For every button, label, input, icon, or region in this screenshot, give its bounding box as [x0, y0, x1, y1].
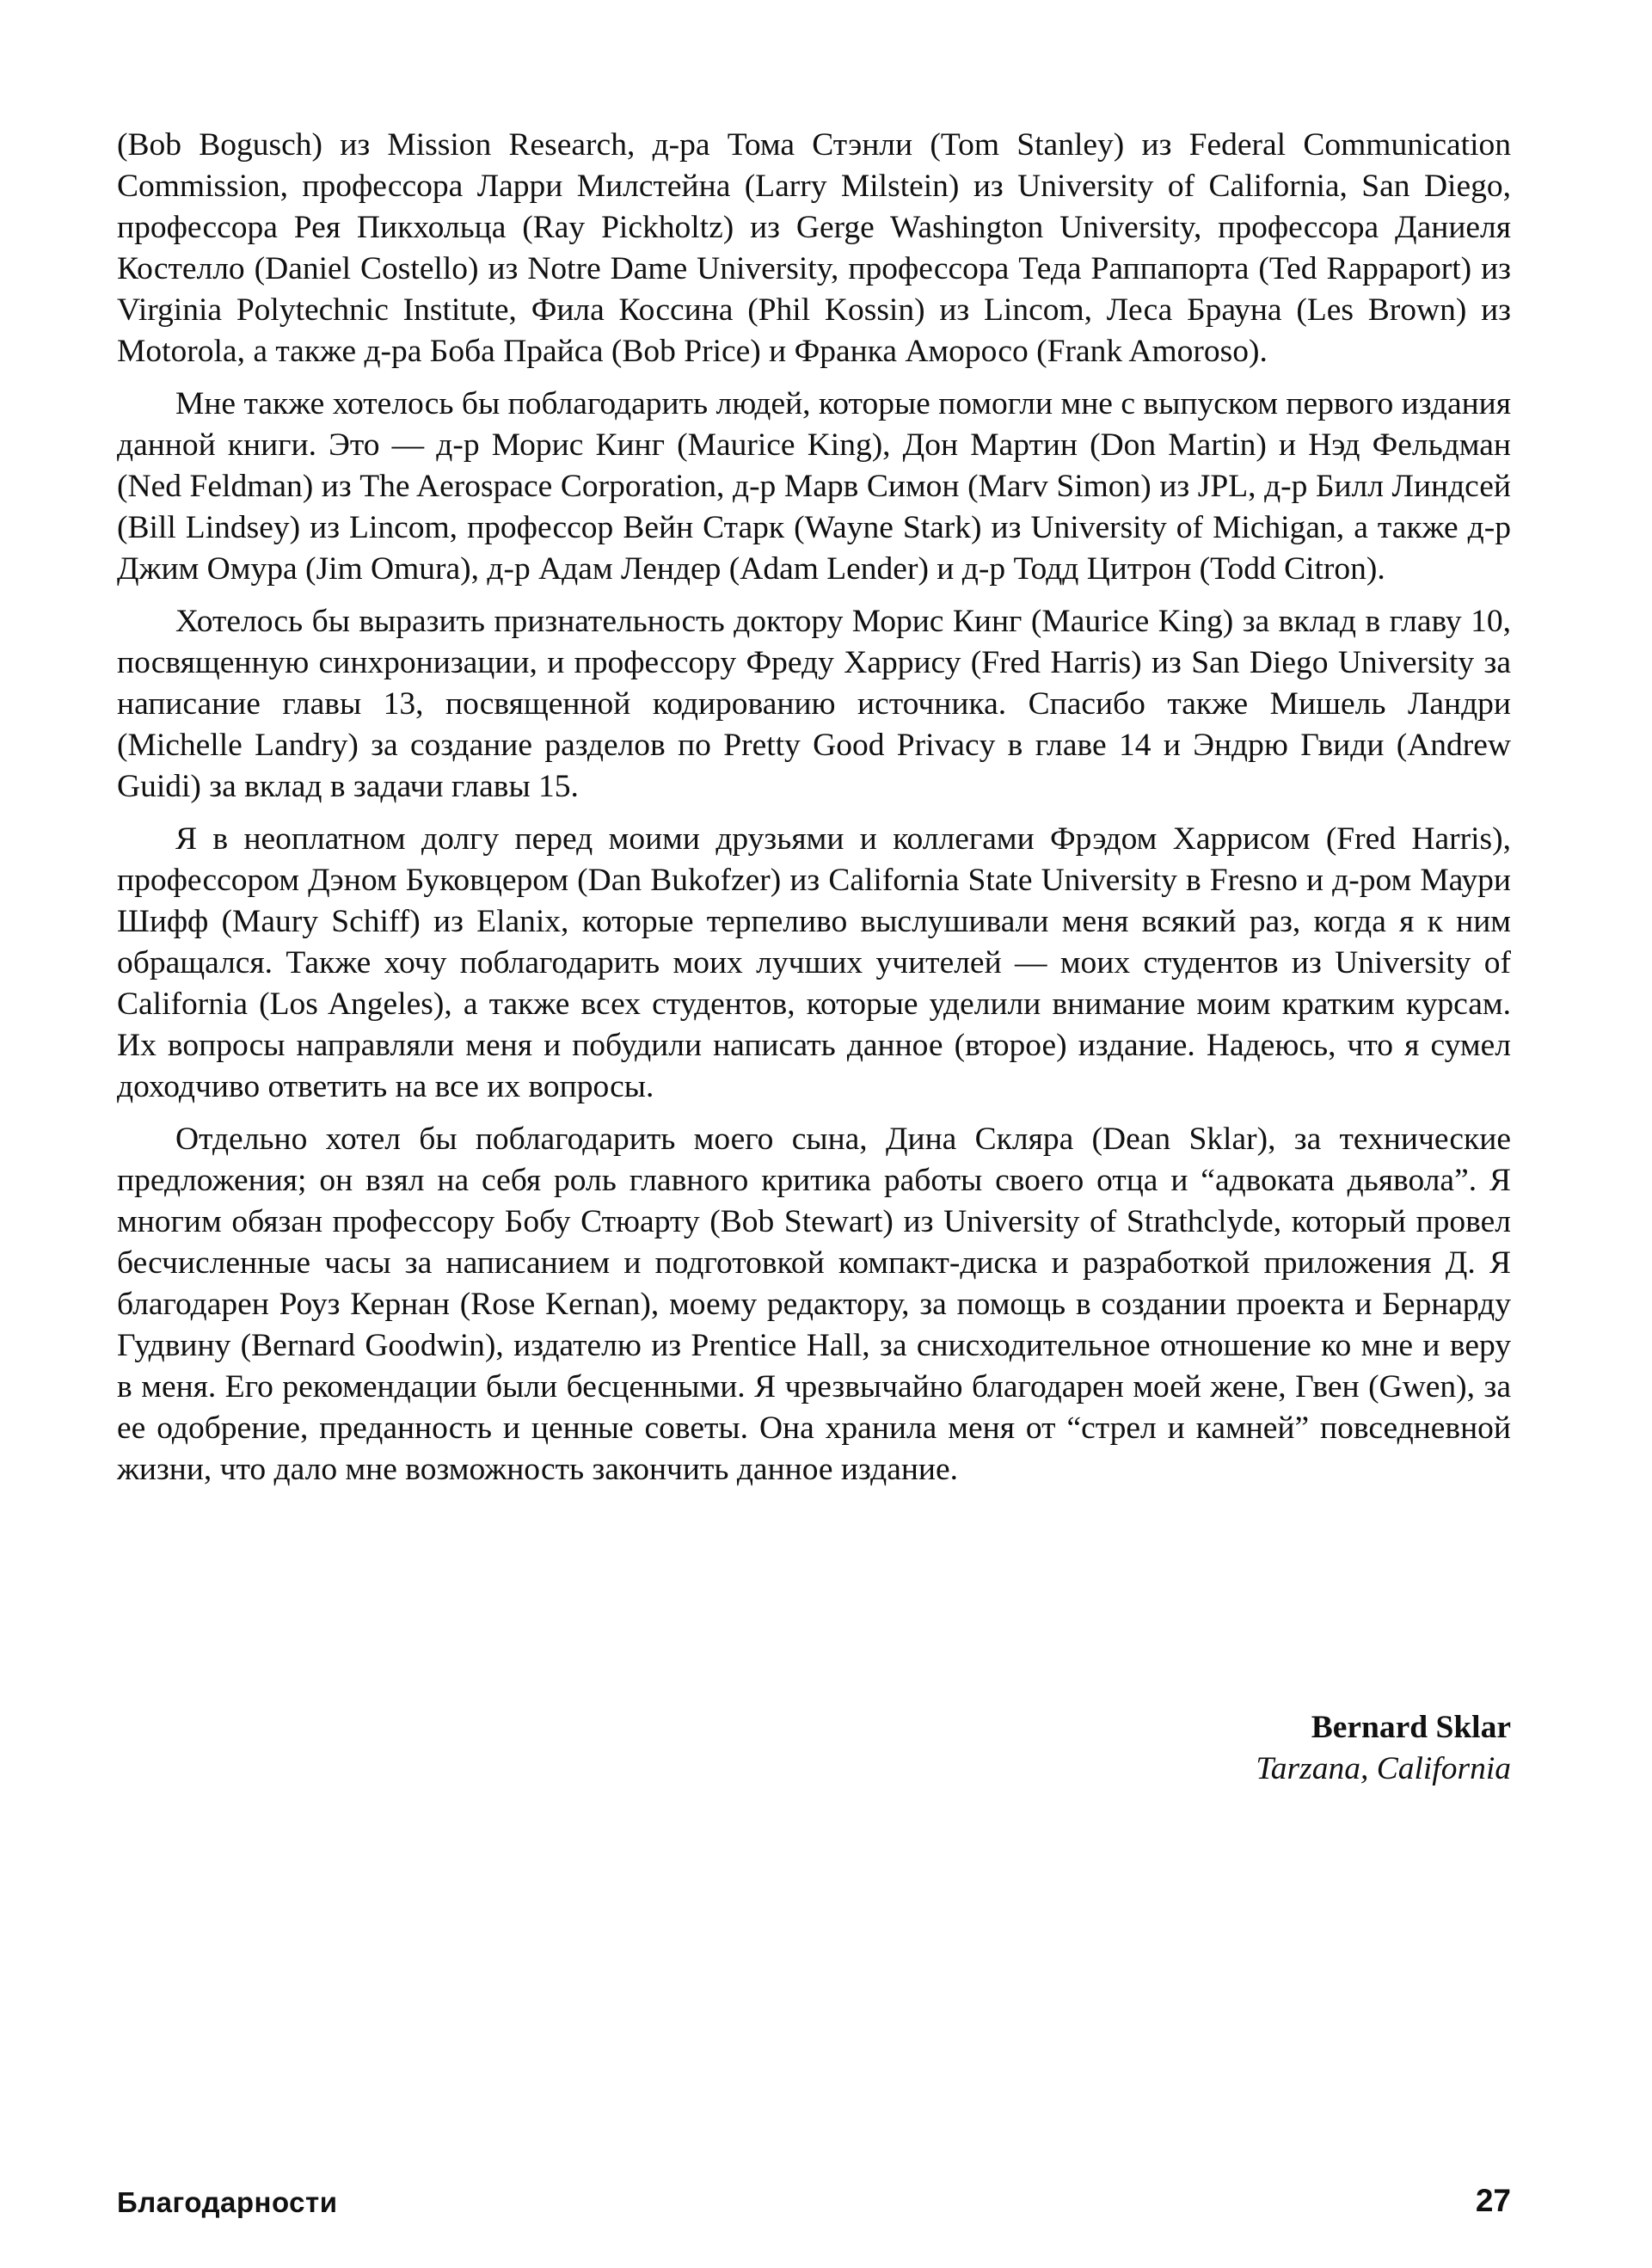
body-text: [117, 125, 1511, 1502]
paragraph: Я в неоплатном долгу перед моими друзьями и коллегами Фрэдом Харрисом (Fred Harris), профессором Дэном Буковцером (Dan Bukofzer) из California State University в Fresno и д-ром Маури Шифф (Maury Schiff) из Elanix, которые терпеливо выслушивали меня всякий раз, когда я к ним обращался. Также хочу поблагодарить моих лучших учителей — моих студентов из University of California (Los Angeles), а также всех студентов, которые уделили внимание моим кратким курсам. Их вопросы направляли меня и побудили написать данное (второе) издание. Надеюсь, что я сумел доходчиво ответить на все их вопросы.: [117, 821, 1511, 1104]
page-number: 27: [1475, 2183, 1511, 2218]
paragraph: Мне также хотелось бы поблагодарить людей, которые помогли мне с выпуском первого издания данной книги. Это — д-р Морис Кинг (Maurice King), Дон Мартин (Don Martin) и Нэд Фельдман (Ned Feldman) из The Aerospace Corporation, д-р Марв Симон (Marv Simon) из JPL, д-р Билл Линдсей (Bill Lindsey) из Lincom, профессор Вейн Старк (Wayne Stark) из University of Michigan, а также д-р Джим Омура (Jim Omura), д-р Адам Лендер (Adam Lender) и д-р Тодд Цитрон (Todd Citron).: [117, 386, 1511, 587]
paragraph: (Bob Bogusch) из Mission Research, д-ра Тома Стэнли (Tom Stanley) из Federal Communication Commission, профессора Ларри Милстейна (Larry Milstein) из University of California, San Diego, профессора Рея Пикхольца (Ray Pickholtz) из Gerge Washington University, профессора Даниеля Костелло (Daniel Costello) из Notre Dame University, профессора Теда Раппапорта (Ted Rappaport) из Virginia Polytechnic Institute, Фила Коссина (Phil Kossin) из Lincom, Леса Брауна (Les Brown) из Motorola, а также д-ра Боба Прайса (Bob Price) и Франка Аморосо (Frank Amoroso).: [117, 127, 1511, 369]
author-name: Bernard Sklar: [1311, 1710, 1511, 1745]
paragraph: Отдельно хотел бы поблагодарить моего сына, Дина Скляра (Dean Sklar), за технические предложения; он взял на себя роль главного критика работы своего отца и “адвоката дьявола”. Я многим обязан профессору Бобу Стюарту (Bob Stewart) из University of Strathclyde, который провел бесчисленные часы за написанием и подготовкой компакт-диска и разработкой приложения Д. Я благодарен Роуз Кернан (Rose Kernan), моему редактору, за помощь в создании проекта и Бернарду Гудвину (Bernard Goodwin), издателю из Prentice Hall, за снисходительное отношение ко мне и веру в меня. Его рекомендации были бесценными. Я чрезвычайно благодарен моей жене, Гвен (Gwen), за ее одобрение, преданность и ценные советы. Она хранила меня от “стрел и камней” повседневной жизни, что дало мне возможность закончить данное издание.: [117, 1122, 1511, 1487]
page-footer: [117, 2176, 1511, 2219]
running-title: Благодарности: [117, 2186, 338, 2218]
paragraph: Хотелось бы выразить признательность доктору Морис Кинг (Maurice King) за вклад в главу 10, посвященную синхронизации, и профессору Фреду Харрису (Fred Harris) из San Diego University за написание главы 13, посвященной кодированию источника. Спасибо также Мишель Ландри (Michelle Landry) за создание разделов по Pretty Good Privacy в главе 14 и Эндрю Гвиди (Andrew Guidi) за вклад в задачи главы 15.: [117, 604, 1511, 804]
signature-block: [1256, 1707, 1511, 1790]
author-location: Tarzana, California: [1256, 1751, 1511, 1786]
